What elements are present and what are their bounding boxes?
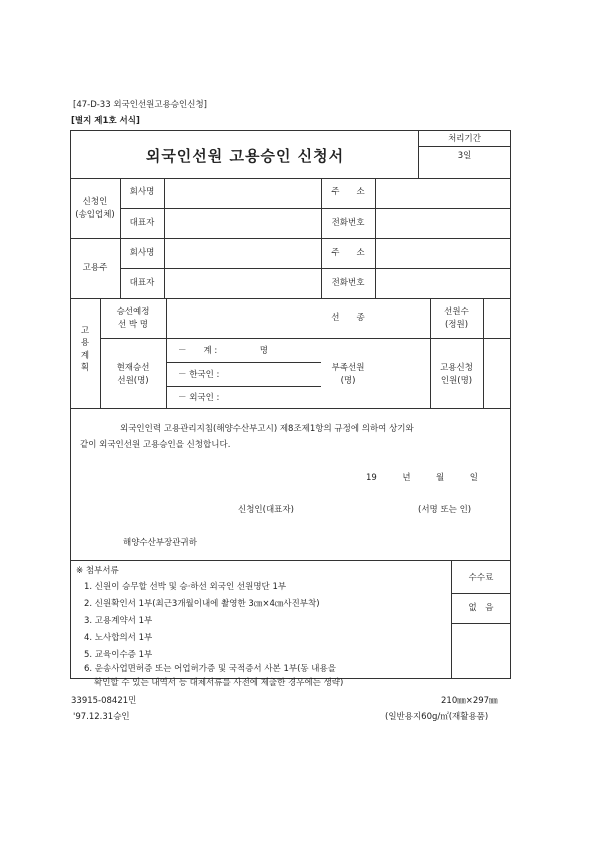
fee-value: 없 음 [468, 603, 494, 613]
signer-label: 신청인(대표자) [238, 505, 294, 515]
statement-line-1: 외국인인력 고용관리지침(해양수산부고시) 제8조제1항의 규정에 의하여 상기와 [120, 424, 414, 434]
statement-line-2: 같이 외국인선원 고용승인을 신청합니다. [80, 440, 231, 450]
attachment-item-5: 5. 교육이수증 1부 [84, 650, 153, 660]
ship-name-label-2: 선 박 명 [117, 320, 149, 330]
employer-phone-field[interactable] [376, 269, 510, 297]
form-code: [47-D-33 외국인선원고용승인신청] [73, 100, 207, 110]
form-number: [별지 제1호 서식] [71, 116, 140, 126]
applicant-rep-label: 대표자 [129, 218, 155, 228]
apply-count-field[interactable] [484, 339, 510, 407]
footer-paper-type: (일반용지60g/㎡(재활용품) [385, 712, 489, 722]
current-crew-label-1: 현재승선 [116, 363, 150, 373]
employer-company-label: 회사명 [129, 248, 155, 258]
footer-form-id: 33915-08421민 [71, 696, 137, 706]
apply-count-label-1: 고용신청 [440, 363, 473, 373]
applicant-address-label: 주 소 [331, 187, 365, 197]
attachment-item-6: 6. 운송사업면허증 또는 어업허가증 및 국적증서 사본 1부(동 내용을 [84, 664, 336, 674]
signature-note: (서명 또는 인) [418, 505, 472, 515]
shortage-label-2: (명) [340, 376, 356, 386]
applicant-phone-field[interactable] [376, 209, 510, 237]
ship-type-label: 선 종 [331, 313, 365, 323]
current-crew-total: － 계 : 명 [178, 346, 268, 356]
plan-label: 고 용 계 획 [80, 326, 90, 373]
employer-rep-label: 대표자 [129, 278, 155, 288]
applicant-company-label: 회사명 [129, 187, 155, 197]
crew-count-label-2: (정원) [444, 320, 469, 330]
attachment-item-1: 1. 신원이 승무할 선박 및 승·하선 외국인 선원명단 1부 [84, 582, 287, 592]
employer-address-field[interactable] [376, 239, 510, 267]
employer-address-label: 주 소 [331, 248, 365, 258]
shortage-field[interactable] [376, 339, 430, 407]
applicant-sub-label: (송입업체) [75, 210, 115, 220]
processing-period-value: 3일 [457, 151, 472, 161]
current-crew-korean: － 한국인 : [178, 370, 220, 380]
attachment-item-2: 2. 신원확인서 1부(최근3개월이내에 촬영한 3㎝×4㎝사진부착) [84, 599, 320, 609]
addressee: 해양수산부장관귀하 [123, 538, 197, 548]
crew-count-label-1: 선원수 [444, 307, 469, 317]
applicant-company-field[interactable] [165, 179, 320, 207]
fee-label: 수수료 [468, 573, 494, 583]
applicant-address-field[interactable] [376, 179, 510, 207]
footer-paper-size: 210㎜×297㎜ [441, 696, 498, 706]
attachment-item-4: 4. 노사합의서 1부 [84, 633, 153, 643]
shortage-label-1: 부족선원 [331, 363, 365, 373]
current-crew-label-2: 선원(명) [117, 376, 149, 386]
applicant-phone-label: 전화번호 [331, 218, 365, 228]
employer-rep-field[interactable] [165, 269, 320, 297]
employer-phone-label: 전화번호 [331, 278, 365, 288]
attachment-item-3: 3. 고용계약서 1부 [84, 616, 153, 626]
employer-label: 고용주 [82, 263, 108, 273]
ship-name-label-1: 승선예정 [116, 307, 150, 317]
footer-approval: '97.12.31승인 [73, 712, 130, 722]
attachment-item-6-cont: 확인할 수 있는 내역서 등 대체서류를 사전에 제출한 경우에는 생략) [94, 678, 344, 688]
attachments-heading: ※ 첨부서류 [76, 566, 119, 576]
current-crew-foreign: － 외국인 : [178, 393, 220, 403]
employer-company-field[interactable] [165, 239, 320, 267]
processing-period-label: 처리기간 [448, 134, 481, 144]
applicant-label: 신청인 [82, 197, 108, 207]
apply-count-label-2: 인원(명) [440, 376, 473, 386]
application-date: 19 년 월 일 [366, 473, 478, 483]
ship-name-field[interactable] [167, 299, 320, 337]
crew-count-field[interactable] [484, 299, 510, 337]
page-title: 외국인선원 고용승인 신청서 [145, 147, 345, 165]
applicant-rep-field[interactable] [165, 209, 320, 237]
ship-type-field[interactable] [376, 299, 430, 337]
